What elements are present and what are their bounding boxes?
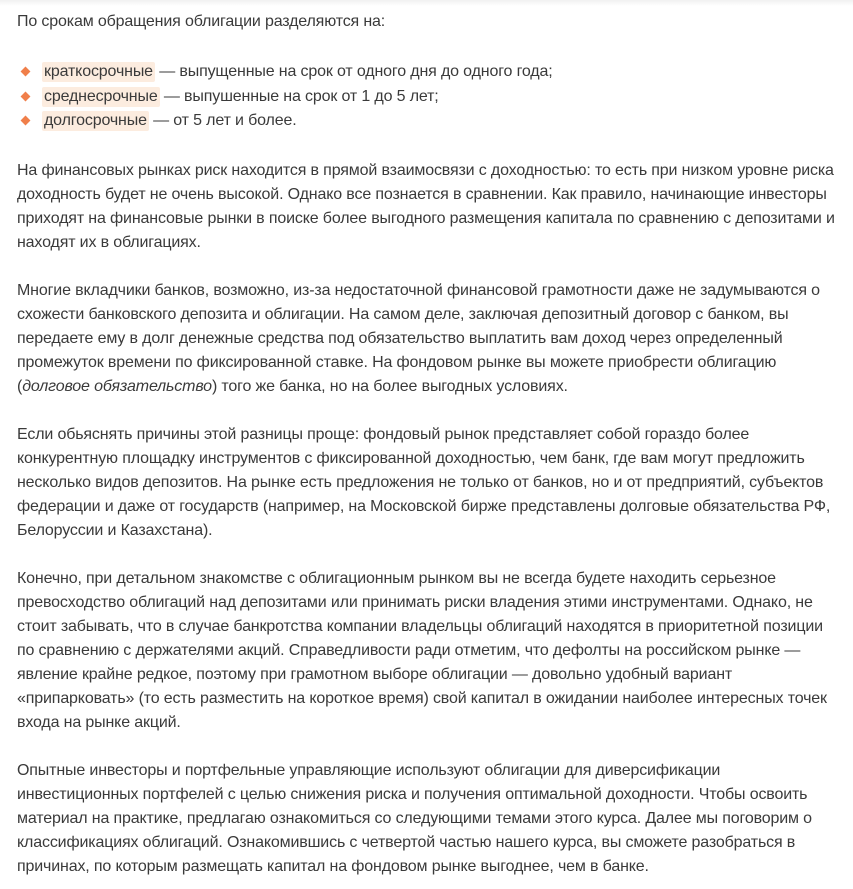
term-description: — выпущенные на срок от одного дня до одного года; <box>154 63 553 80</box>
paragraph-conclusion: Опытные инвесторы и портфельные управляющие используют облигации для диверсификации инвестиционных портфелей с целью снижения риска и получения оптимальной доходности. Чтобы освоить материал на практике, предлагаю ознакомиться со следующими темами этого курса. Далее мы поговорим о классификациях облигаций. Ознакомившись с четвертой частью нашего курса, вы сможете разобраться в причинах, по которым размещать капитал на фондовом рынке выгоднее, чем в банке. <box>17 761 812 875</box>
diamond-bullet-icon <box>21 116 31 126</box>
maturity-list <box>17 60 837 134</box>
paragraph-deposit-vs-bond <box>17 279 837 399</box>
paragraph-bond-advantages: Конечно, при детальном знакомстве с облигационным рынком вы не всегда будете находить серьезное превосходство облигаций над депозитами или принимать риски владения этими инструментами. Однако, не стоит забывать, что в случае банкротства компании владельцы облигаций находятся в приоритетной позиции по сравнению с держателями акций. Справедливости ради отметим, что дефолты на российском рынке — явление крайне редкое, поэтому при грамотном выборе облигации — довольно удобный вариант «припарковать» (то есть разместить на короткое время) свой капитал в ожидании наиболее интересных точек входа на рынке акций. <box>17 569 827 731</box>
list-item <box>17 60 837 85</box>
intro-text: По срокам обращения облигации разделяются на: <box>17 13 386 30</box>
article-body <box>17 10 837 889</box>
diamond-bullet-icon <box>21 91 31 101</box>
term-link[interactable]: краткосрочные <box>44 63 153 80</box>
term-description: — от 5 лет и более. <box>148 112 297 129</box>
term-link[interactable]: долгосрочные <box>44 112 147 129</box>
term-link[interactable]: среднесрочные <box>44 87 158 105</box>
paragraph-risk-return: На финансовых рынках риск находится в прямой взаимосвязи с доходностью: то есть при низком уровне риска доходность будет не очень высокой. Однако все познается в сравнении. Как правило, начинающие инвесторы приходят на финансовые рынки в поиске более выгодного размещения капитала по сравнению с депозитами и находят их в облигациях. <box>17 161 835 251</box>
italic-term: долговое обязательство <box>22 377 212 395</box>
term-description: — выпушенные на срок от 1 до 5 лет; <box>159 87 439 105</box>
paragraph-text: ) того же банка, но на более выгодных условиях. <box>211 377 568 395</box>
list-item <box>17 109 837 134</box>
list-item <box>17 85 837 110</box>
paragraph-text: Многие вкладчики банков, возможно, из-за недостаточной финансовой грамотности даже не задумываются о схожести банковского депозита и облигации. На самом деле, заключая депозитный договор с банком, вы передаете ему в долг денежные средства под обязательство выплатить вам доход через определенный промежуток времени по фиксированной ставке. На фондовом рынке вы можете приобрести облигацию ( <box>17 281 820 395</box>
diamond-bullet-icon <box>21 67 31 77</box>
top-shadow <box>0 0 853 6</box>
paragraph-market-difference: Если обьяснять причины этой разницы проще: фондовый рынок представляет собой гораздо более конкурентную площадку инструментов с фиксированной доходностью, чем банк, где вам могут предложить несколько видов депозитов. На рынке есть предложения не только от банков, но и от предприятий, субъектов федерации и даже от государств (например, на Московской бирже представлены долговые обязательства РФ, Белоруссии и Казахстана). <box>17 425 831 539</box>
